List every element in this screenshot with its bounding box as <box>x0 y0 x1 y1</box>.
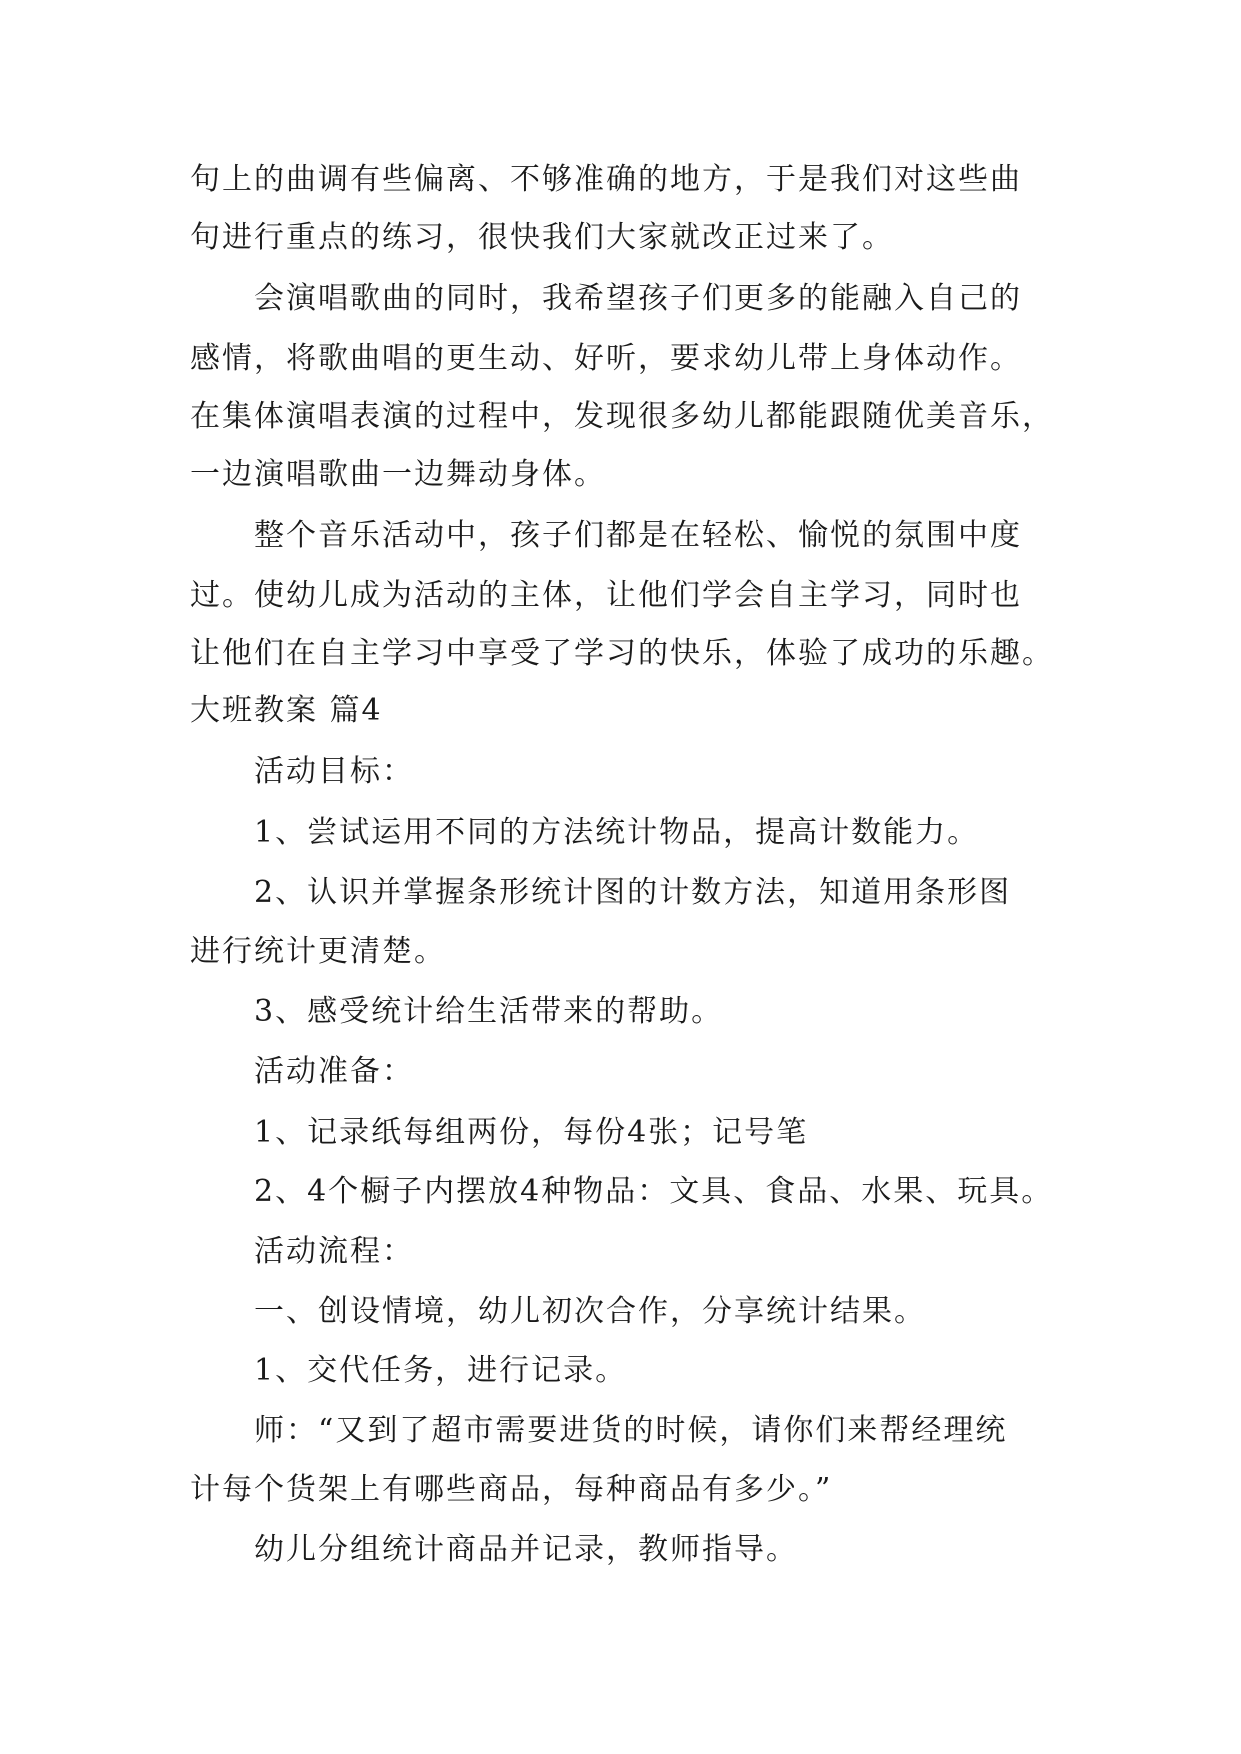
text-line: 幼儿分组统计商品并记录，教师指导。 <box>254 1532 798 1567</box>
text-line: 句上的曲调有些偏离、不够准确的地方，于是我们对这些曲 <box>190 162 1022 197</box>
text-line: 计每个货架上有哪些商品，每种商品有多少。” <box>190 1472 833 1507</box>
text-line: 在集体演唱表演的过程中，发现很多幼儿都能跟随优美音乐， <box>190 399 1054 434</box>
subheading: 活动准备： <box>254 1054 414 1089</box>
text-line: 让他们在自主学习中享受了学习的快乐，体验了成功的乐趣。 <box>190 636 1054 671</box>
section-heading: 大班教案 篇4 <box>190 693 383 728</box>
list-item: 3、感受统计给生活带来的帮助。 <box>254 994 724 1029</box>
text-line: 师：“又到了超市需要进货的时候，请你们来帮经理统 <box>254 1413 1008 1448</box>
list-item: 1、记录纸每组两份，每份4张；记号笔 <box>254 1115 809 1150</box>
text-line: 进行统计更清楚。 <box>190 934 446 969</box>
list-item: 1、交代任务，进行记录。 <box>254 1353 628 1388</box>
subheading: 活动目标： <box>254 754 414 789</box>
text-line: 整个音乐活动中，孩子们都是在轻松、愉悦的氛围中度 <box>254 518 1022 553</box>
text-line: 感情，将歌曲唱的更生动、好听，要求幼儿带上身体动作。 <box>190 341 1022 376</box>
list-item: 2、4个橱子内摆放4种物品：文具、食品、水果、玩具。 <box>254 1174 1054 1209</box>
list-item: 一、创设情境，幼儿初次合作，分享统计结果。 <box>254 1294 926 1329</box>
list-item: 2、认识并掌握条形统计图的计数方法，知道用条形图 <box>254 875 1012 910</box>
subheading: 活动流程： <box>254 1234 414 1269</box>
text-line: 一边演唱歌曲一边舞动身体。 <box>190 457 606 492</box>
text-line: 句进行重点的练习，很快我们大家就改正过来了。 <box>190 220 894 255</box>
text-line: 会演唱歌曲的同时，我希望孩子们更多的能融入自己的 <box>254 281 1022 316</box>
list-item: 1、尝试运用不同的方法统计物品，提高计数能力。 <box>254 815 980 850</box>
text-line: 过。使幼儿成为活动的主体，让他们学会自主学习，同时也 <box>190 578 1022 613</box>
